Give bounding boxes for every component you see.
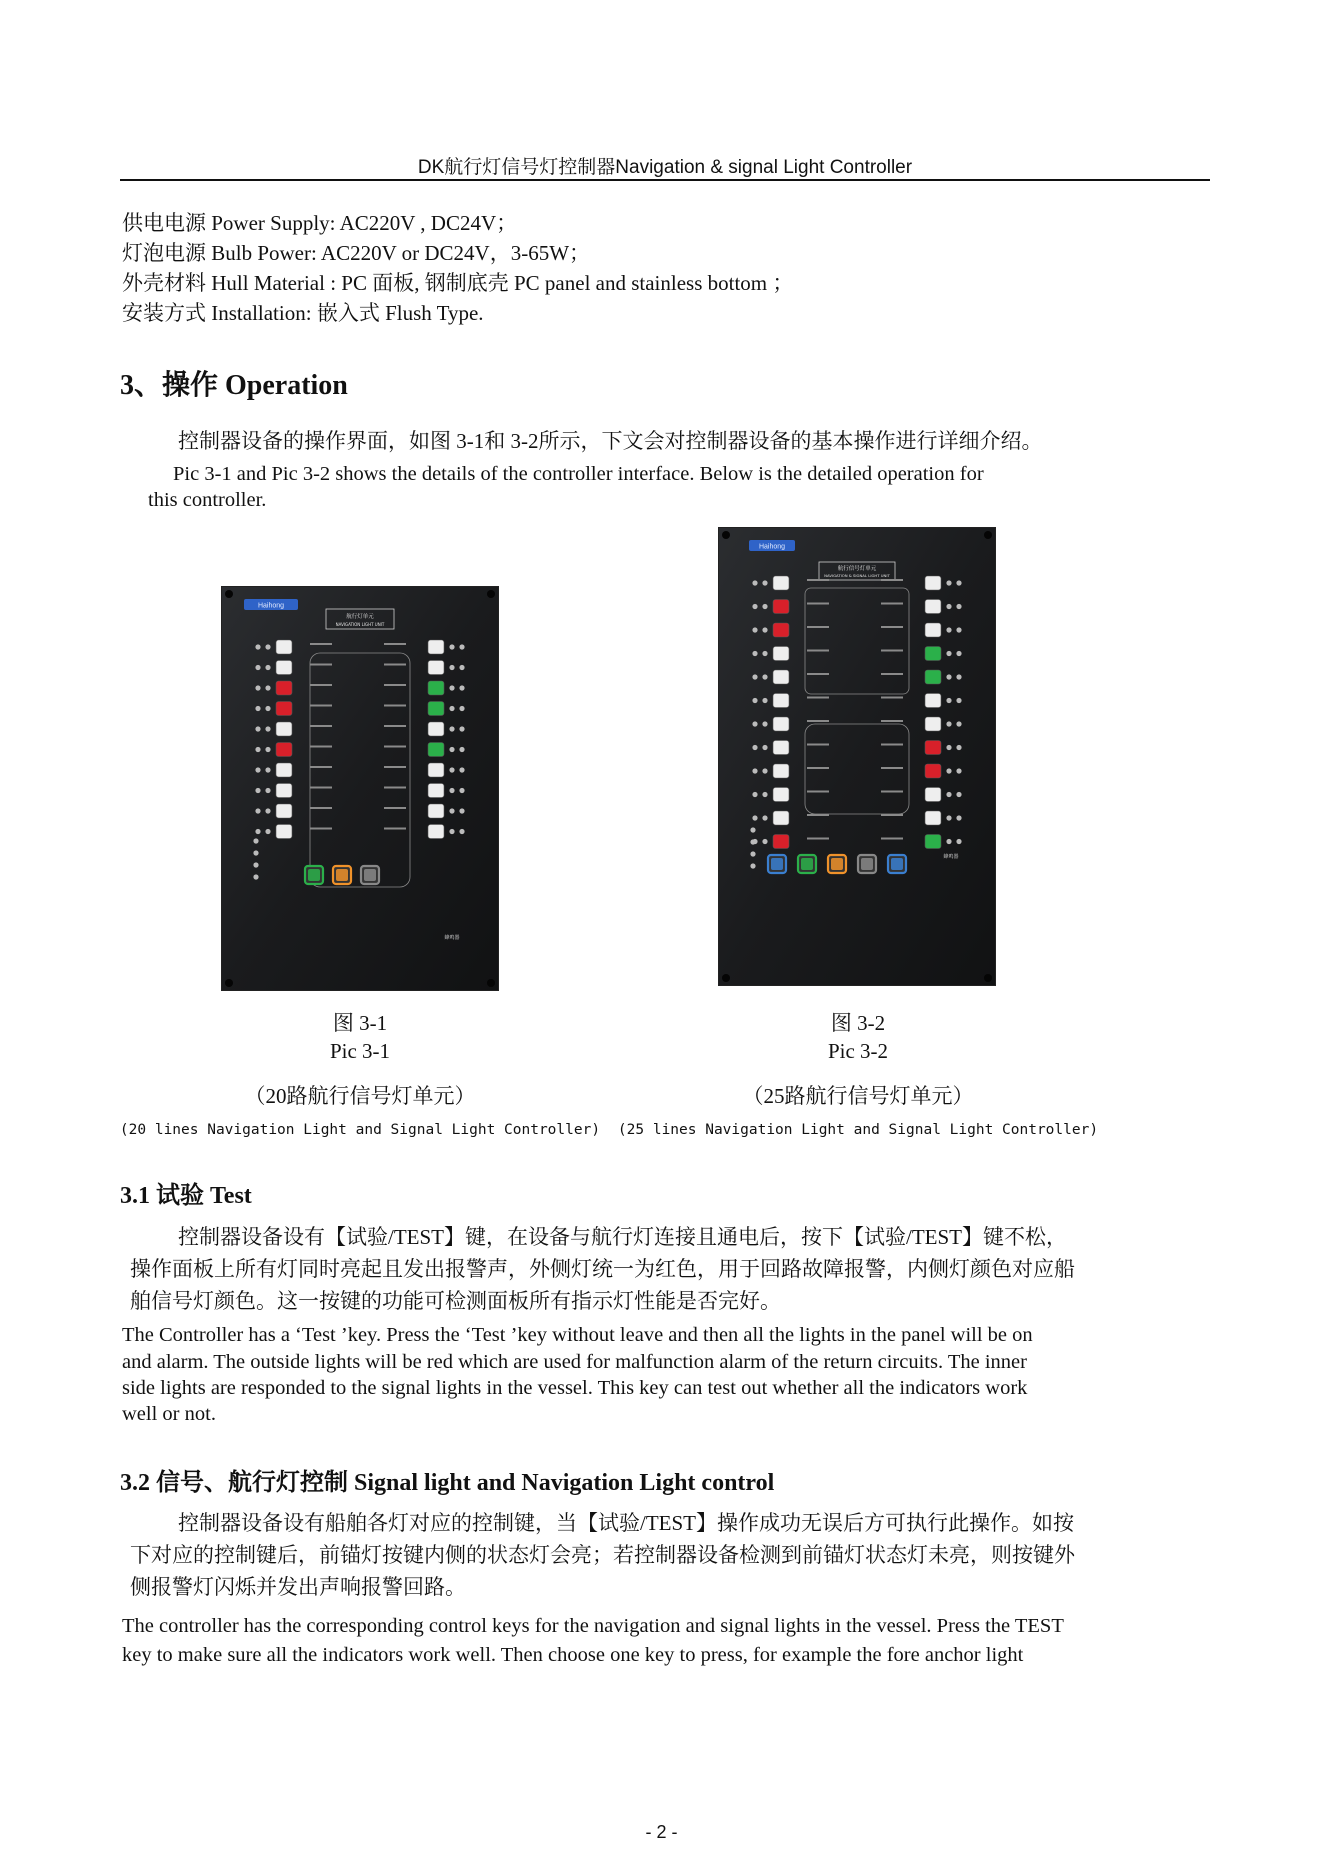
light-key[interactable] (428, 722, 444, 736)
light-key[interactable] (925, 717, 941, 731)
unit-sign-cn-2: 航行信号灯单元 (837, 566, 877, 572)
control-para-cn-line3: 侧报警灯闪烁并发出声响报警回路。 (130, 1575, 466, 1599)
buzzer-label: 蜂鸣器 (444, 935, 460, 941)
circuit-label-mark (310, 705, 332, 707)
alarm-indicator (752, 745, 757, 750)
circuit-label-mark (384, 766, 406, 768)
circuit-label-mark (881, 814, 903, 816)
light-key[interactable] (925, 788, 941, 802)
function-button-face (831, 858, 843, 870)
spec-installation: 安装方式 Installation: 嵌入式 Flush Type. (122, 301, 484, 325)
buzzer-label-2: 蜂鸣器 (943, 854, 959, 860)
controller-panel-25-lines (718, 527, 996, 986)
function-button-face (861, 858, 873, 870)
light-key[interactable] (773, 623, 789, 637)
alarm-indicator (459, 767, 464, 772)
light-key[interactable] (276, 640, 292, 654)
status-indicator (449, 788, 454, 793)
test-para-cn-line3: 舶信号灯颜色。这一按键的功能可检测面板所有指示灯性能是否完好。 (130, 1289, 781, 1313)
status-indicator (449, 747, 454, 752)
alarm-indicator (255, 706, 260, 711)
status-indicator (265, 767, 270, 772)
status-indicator (762, 815, 767, 820)
status-indicator (762, 698, 767, 703)
alarm-indicator (752, 580, 757, 585)
light-key[interactable] (773, 811, 789, 825)
circuit-label-mark (310, 684, 332, 686)
circuit-label-mark (881, 720, 903, 722)
status-indicator (946, 721, 951, 726)
brand-text: Haihong (257, 602, 285, 610)
circuit-label-mark (881, 767, 903, 769)
alarm-indicator (459, 726, 464, 731)
circuit-label-mark (807, 579, 829, 581)
status-indicator (762, 627, 767, 632)
system-indicator (750, 851, 755, 856)
function-button-face (364, 869, 376, 881)
figure-3-1-label-cn: 图 3-1 (332, 1011, 388, 1035)
function-button-face (801, 858, 813, 870)
light-key[interactable] (773, 670, 789, 684)
status-indicator (449, 726, 454, 731)
status-indicator (762, 721, 767, 726)
light-key[interactable] (773, 694, 789, 708)
alarm-indicator (956, 839, 961, 844)
status-indicator (449, 706, 454, 711)
circuit-label-mark (310, 807, 332, 809)
light-key[interactable] (773, 835, 789, 849)
status-indicator (946, 815, 951, 820)
circuit-label-mark (384, 787, 406, 789)
circuit-label-mark (881, 650, 903, 652)
figure-3-2-photo (718, 527, 994, 984)
controller-panel-20-lines (221, 586, 499, 991)
circuit-label-mark (807, 767, 829, 769)
light-key[interactable] (276, 784, 292, 798)
circuit-label-mark (807, 720, 829, 722)
status-indicator (762, 792, 767, 797)
test-para-cn-line1: 控制器设备设有【试验/TEST】键，在设备与航行灯连接且通电后，按下【试验/TEST】键不松， (178, 1225, 1067, 1249)
section-heading-test: 3.1 试验 Test (120, 1183, 252, 1209)
circuit-label-mark (807, 791, 829, 793)
light-key[interactable] (773, 576, 789, 590)
circuit-label-mark (310, 643, 332, 645)
light-key[interactable] (925, 835, 941, 849)
light-key[interactable] (925, 623, 941, 637)
header-rule (120, 179, 1210, 181)
alarm-indicator (255, 644, 260, 649)
page-number: - 2 - (645, 1822, 678, 1842)
alarm-indicator (459, 808, 464, 813)
status-indicator (762, 745, 767, 750)
status-indicator (946, 674, 951, 679)
circuit-label-mark (807, 838, 829, 840)
circuit-label-mark (881, 673, 903, 675)
unit-sign-cn: 航行灯单元 (346, 614, 374, 620)
control-para-en-line1: The controller has the corresponding control keys for the navigation and signal lights in the vessel. Press the TEST (122, 1615, 1064, 1637)
alarm-indicator (752, 651, 757, 656)
function-button-face (336, 869, 348, 881)
status-indicator (762, 580, 767, 585)
alarm-indicator (752, 815, 757, 820)
circuit-label-mark (807, 603, 829, 605)
status-indicator (946, 627, 951, 632)
light-key[interactable] (428, 661, 444, 675)
control-para-cn-line1: 控制器设备设有船舶各灯对应的控制键，当【试验/TEST】操作成功无误后方可执行此操作。如按 (178, 1511, 1074, 1535)
circuit-label-mark (384, 664, 406, 666)
light-key[interactable] (925, 694, 941, 708)
circuit-label-mark (881, 579, 903, 581)
light-key[interactable] (773, 600, 789, 614)
alarm-indicator (255, 788, 260, 793)
status-indicator (946, 651, 951, 656)
circuit-label-mark (881, 626, 903, 628)
alarm-indicator (956, 815, 961, 820)
circuit-label-mark (310, 766, 332, 768)
status-indicator (946, 768, 951, 773)
light-key[interactable] (428, 743, 444, 757)
status-indicator (265, 726, 270, 731)
light-key[interactable] (276, 825, 292, 839)
status-indicator (762, 839, 767, 844)
alarm-indicator (752, 768, 757, 773)
light-key[interactable] (428, 702, 444, 716)
alarm-indicator (255, 829, 260, 834)
light-key[interactable] (428, 784, 444, 798)
system-indicator (750, 839, 755, 844)
function-button-face (308, 869, 320, 881)
alarm-indicator (255, 747, 260, 752)
test-para-en-line2: and alarm. The outside lights will be red which are used for malfunction alarm of the return circuits. The inner (122, 1351, 1027, 1373)
alarm-indicator (459, 788, 464, 793)
circuit-label-mark (807, 626, 829, 628)
light-key[interactable] (276, 681, 292, 695)
alarm-indicator (459, 706, 464, 711)
light-key[interactable] (773, 647, 789, 661)
function-button-face (891, 858, 903, 870)
status-indicator (265, 685, 270, 690)
circuit-label-mark (310, 725, 332, 727)
status-indicator (265, 665, 270, 670)
alarm-indicator (752, 698, 757, 703)
circuit-label-mark (384, 807, 406, 809)
system-indicator (253, 862, 258, 867)
light-key[interactable] (276, 661, 292, 675)
circuit-label-mark (881, 838, 903, 840)
status-indicator (265, 644, 270, 649)
status-indicator (946, 698, 951, 703)
light-key[interactable] (428, 640, 444, 654)
circuit-label-mark (384, 746, 406, 748)
status-indicator (265, 808, 270, 813)
alarm-indicator (459, 685, 464, 690)
brand-text-2: Haihong (758, 543, 786, 551)
light-key[interactable] (428, 681, 444, 695)
alarm-indicator (956, 721, 961, 726)
spec-bulb-power: 灯泡电源 Bulb Power: AC220V or DC24V，3-65W； (122, 241, 591, 265)
light-key[interactable] (925, 670, 941, 684)
alarm-indicator (956, 627, 961, 632)
figure-3-2-title-en: (25 lines Navigation Light and Signal Light Controller) (617, 1122, 1099, 1138)
light-key[interactable] (276, 743, 292, 757)
alarm-indicator (752, 627, 757, 632)
status-indicator (946, 839, 951, 844)
system-indicator (750, 827, 755, 832)
test-para-cn-line2: 操作面板上所有灯同时亮起且发出报警声，外侧灯统一为红色，用于回路故障报警，内侧灯颜色对应船 (130, 1257, 1075, 1281)
status-indicator (946, 792, 951, 797)
operation-intro-cn: 控制器设备的操作界面，如图 3-1和 3-2所示，下文会对控制器设备的基本操作进行详细介绍。 (178, 429, 1043, 453)
control-para-cn-line2: 下对应的控制键后，前锚灯按键内侧的状态灯会亮；若控制器设备检测到前锚灯状态灯未亮，则按键外 (130, 1543, 1075, 1567)
circuit-label-mark (310, 664, 332, 666)
circuit-label-mark (807, 744, 829, 746)
light-key[interactable] (925, 811, 941, 825)
status-indicator (449, 767, 454, 772)
alarm-indicator (459, 644, 464, 649)
light-key[interactable] (773, 741, 789, 755)
function-button-face (771, 858, 783, 870)
figure-3-1-title-en: (20 lines Navigation Light and Signal Light Controller) (119, 1122, 601, 1138)
unit-sign-en-2: NAVIGATION & SIGNAL LIGHT UNIT (824, 573, 890, 578)
spec-power-supply: 供电电源 Power Supply: AC220V , DC24V； (122, 211, 518, 235)
spec-hull-material: 外壳材料 Hull Material : PC 面板, 钢制底壳 PC panel and stainless bottom ； (122, 271, 794, 295)
light-key[interactable] (925, 576, 941, 590)
test-para-en-line4: well or not. (122, 1403, 216, 1425)
circuit-label-mark (881, 603, 903, 605)
circuit-label-mark (310, 746, 332, 748)
circuit-label-mark (384, 725, 406, 727)
light-key[interactable] (428, 804, 444, 818)
figure-3-1-label-en: Pic 3-1 (329, 1039, 391, 1063)
light-key[interactable] (276, 763, 292, 777)
circuit-label-mark (384, 828, 406, 830)
figure-3-1-title-cn: （20路航行信号灯单元） (244, 1084, 476, 1108)
status-indicator (762, 604, 767, 609)
section-heading-light-control: 3.2 信号、航行灯控制 Signal light and Navigation Light control (120, 1470, 775, 1496)
alarm-indicator (459, 665, 464, 670)
system-indicator (253, 838, 258, 843)
control-para-en-line2: key to make sure all the indicators work well. Then choose one key to press, for example the fore anchor light (122, 1644, 1024, 1666)
circuit-label-mark (881, 697, 903, 699)
alarm-indicator (956, 674, 961, 679)
alarm-indicator (752, 604, 757, 609)
section-heading-operation: 3、操作 Operation (120, 370, 348, 401)
alarm-indicator (255, 767, 260, 772)
light-key[interactable] (276, 722, 292, 736)
circuit-label-mark (807, 697, 829, 699)
alarm-indicator (255, 685, 260, 690)
alarm-indicator (255, 726, 260, 731)
system-indicator (253, 874, 258, 879)
status-indicator (449, 808, 454, 813)
figure-3-2-label-en: Pic 3-2 (827, 1039, 889, 1063)
figure-3-1-photo (221, 586, 497, 989)
light-key[interactable] (925, 741, 941, 755)
operation-intro-en-line2: this controller. (148, 489, 267, 511)
circuit-label-mark (881, 791, 903, 793)
status-indicator (762, 651, 767, 656)
alarm-indicator (956, 768, 961, 773)
status-indicator (946, 604, 951, 609)
light-key[interactable] (773, 764, 789, 778)
circuit-label-mark (807, 650, 829, 652)
status-indicator (265, 747, 270, 752)
circuit-label-mark (807, 673, 829, 675)
status-indicator (449, 829, 454, 834)
alarm-indicator (956, 604, 961, 609)
circuit-label-mark (384, 705, 406, 707)
test-para-en-line3: side lights are responded to the signal lights in the vessel. This key can test out whether all the indicators work (122, 1377, 1028, 1399)
test-para-en-line1: The Controller has a ‘Test ’key. Press the ‘Test ’key without leave and then all the lights in the panel will be on (122, 1324, 1033, 1346)
status-indicator (449, 665, 454, 670)
figure-3-2-label-cn: 图 3-2 (830, 1011, 886, 1035)
status-indicator (265, 829, 270, 834)
circuit-label-mark (384, 643, 406, 645)
circuit-label-mark (310, 828, 332, 830)
alarm-indicator (956, 580, 961, 585)
status-indicator (762, 768, 767, 773)
circuit-label-mark (881, 744, 903, 746)
alarm-indicator (752, 721, 757, 726)
status-indicator (946, 745, 951, 750)
circuit-label-mark (807, 814, 829, 816)
light-key[interactable] (773, 788, 789, 802)
unit-sign-en: NAVIGATION LIGHT UNIT (335, 622, 385, 627)
alarm-indicator (255, 808, 260, 813)
status-indicator (449, 644, 454, 649)
light-key[interactable] (925, 764, 941, 778)
system-indicator (750, 863, 755, 868)
status-indicator (762, 674, 767, 679)
status-indicator (265, 706, 270, 711)
alarm-indicator (956, 698, 961, 703)
light-key[interactable] (276, 804, 292, 818)
status-indicator (265, 788, 270, 793)
system-indicator (253, 850, 258, 855)
circuit-label-mark (384, 684, 406, 686)
alarm-indicator (752, 792, 757, 797)
light-key[interactable] (925, 647, 941, 661)
figure-3-2-title-cn: （25路航行信号灯单元） (742, 1084, 974, 1108)
light-key[interactable] (925, 600, 941, 614)
alarm-indicator (956, 745, 961, 750)
status-indicator (946, 580, 951, 585)
alarm-indicator (255, 665, 260, 670)
alarm-indicator (752, 674, 757, 679)
light-key[interactable] (428, 825, 444, 839)
alarm-indicator (459, 829, 464, 834)
operation-intro-en-line1: Pic 3-1 and Pic 3-2 shows the details of the controller interface. Below is the detailed operation for (173, 463, 984, 485)
alarm-indicator (956, 792, 961, 797)
status-indicator (449, 685, 454, 690)
circuit-label-mark (310, 787, 332, 789)
alarm-indicator (459, 747, 464, 752)
light-key[interactable] (773, 717, 789, 731)
light-key[interactable] (428, 763, 444, 777)
page-header: DK航行灯信号灯控制器Navigation & signal Light Controller (417, 157, 913, 178)
light-key[interactable] (276, 702, 292, 716)
alarm-indicator (956, 651, 961, 656)
